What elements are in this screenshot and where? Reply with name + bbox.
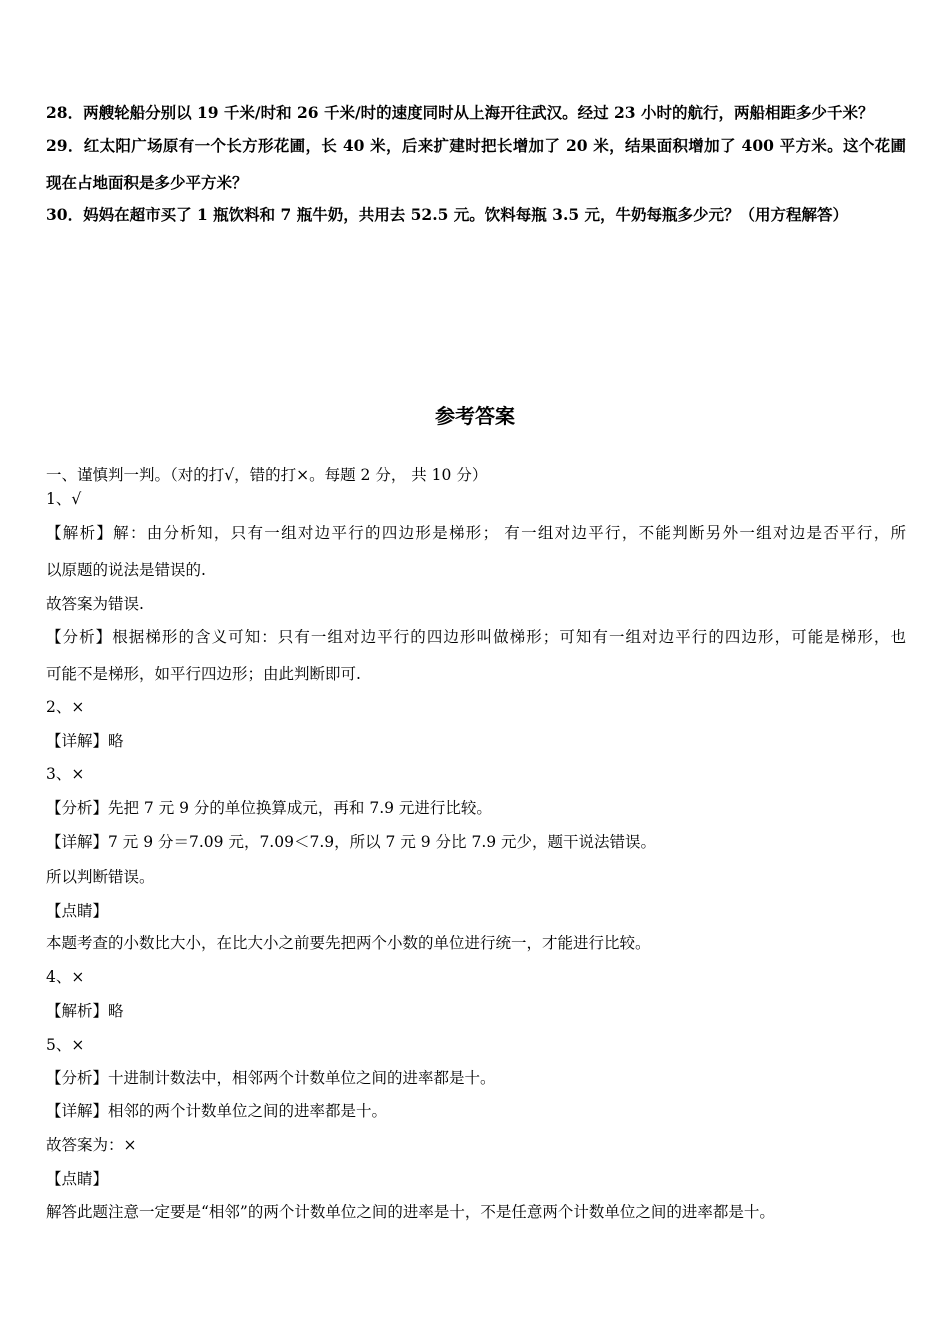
- answer-line: 【解析】解：由分析知，只有一组对边平行的四边形是梯形； 有一组对边平行，不能判断另外一组对边是否平行，所: [46, 524, 906, 542]
- answer-line: 2、×: [46, 698, 85, 716]
- answer-line: 所以判断错误。: [46, 868, 155, 886]
- answer-line: 【详解】略: [46, 732, 124, 750]
- answer-line: 可能不是梯形，如平行四边形；由此判断即可.: [46, 665, 361, 683]
- answer-line: 【解析】略: [46, 1002, 124, 1020]
- question-29-cont: 现在占地面积是多少平方米？: [46, 173, 248, 192]
- answer-line: 【点睛】: [46, 902, 109, 920]
- answer-title: 参考答案: [435, 404, 515, 428]
- answer-line: 5、×: [46, 1036, 85, 1054]
- answer-line: 3、×: [46, 765, 85, 783]
- answer-line: 故答案为：×: [46, 1136, 137, 1154]
- answer-line: 故答案为错误.: [46, 595, 144, 613]
- answer-line: 【详解】7 元 9 分＝7.09 元，7.09＜7.9，所以 7 元 9 分比 7.9 元少，题干说法错误。: [46, 833, 657, 851]
- answer-line: 以原题的说法是错误的.: [46, 561, 206, 579]
- question-30: 30．妈妈在超市买了 1 瓶饮料和 7 瓶牛奶，共用去 52.5 元。饮料每瓶 3.5 元，牛奶每瓶多少元？（用方程解答）: [46, 205, 849, 224]
- answer-line: 【分析】先把 7 元 9 分的单位换算成元，再和 7.9 元进行比较。: [46, 799, 492, 817]
- answer-line: 1、√: [46, 490, 82, 508]
- answer-line: 本题考查的小数比大小，在比大小之前要先把两个小数的单位进行统一，才能进行比较。: [46, 934, 651, 952]
- question-29: 29．红太阳广场原有一个长方形花圃，长 40 米，后来扩建时把长增加了 20 米，结果面积增加了 400 平方米。这个花圃: [46, 136, 906, 155]
- answer-line: 【分析】根据梯形的含义可知：只有一组对边平行的四边形叫做梯形；可知有一组对边平行的四边形，可能是梯形，也: [46, 628, 906, 646]
- answer-line: 4、×: [46, 968, 85, 986]
- answer-line: 【点睛】: [46, 1170, 109, 1188]
- answer-line: 解答此题注意一定要是“相邻”的两个计数单位之间的进率是十，不是任意两个计数单位之间的进率都是十。: [46, 1203, 775, 1221]
- answer-line: 一、谨慎判一判。（对的打√，错的打×。每题 2 分， 共 10 分）: [46, 466, 488, 484]
- question-28: 28．两艘轮船分别以 19 千米/时和 26 千米/时的速度同时从上海开往武汉。经过 23 小时的航行，两船相距多少千米？: [46, 103, 874, 122]
- answer-line: 【详解】相邻的两个计数单位之间的进率都是十。: [46, 1102, 388, 1120]
- answer-line: 【分析】十进制计数法中，相邻两个计数单位之间的进率都是十。: [46, 1069, 496, 1087]
